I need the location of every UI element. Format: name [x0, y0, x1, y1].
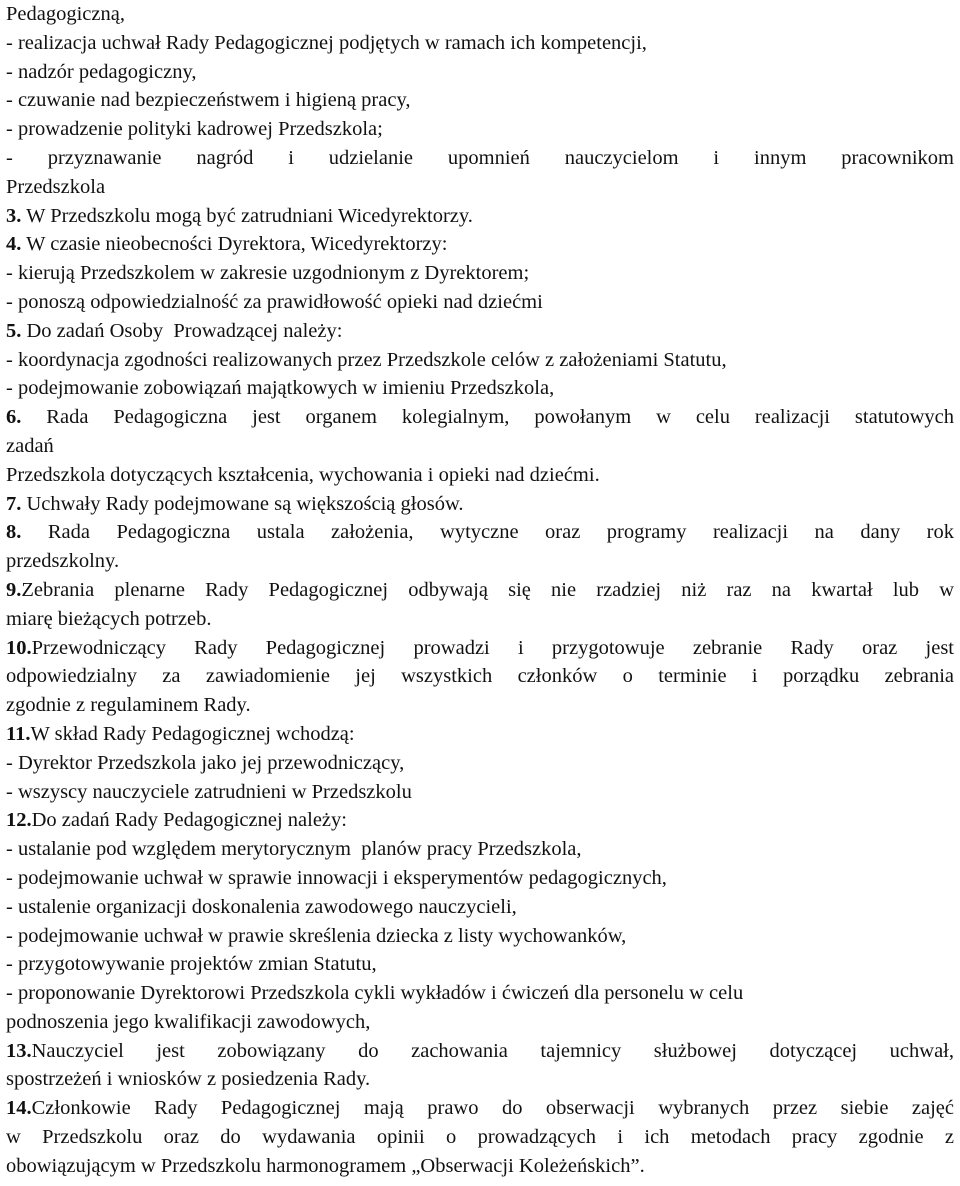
paragraph-number: 3.	[6, 204, 22, 227]
numbered-paragraph-line: 14.Członkowie Rady Pedagogicznej mają prawo do obserwacji wybranych przez siebie zajęć	[6, 1097, 954, 1120]
line-text: - podejmowanie uchwał w sprawie innowacji i eksperymentów pedagogicznych,	[6, 866, 667, 889]
numbered-paragraph-line	[6, 806, 954, 835]
line-text: Pedagogiczną,	[6, 3, 125, 25]
line-text: - Dyrektor Przedszkola jako jej przewodniczący,	[6, 751, 405, 774]
document-text-line	[6, 1008, 954, 1037]
numbered-paragraph-line	[6, 490, 954, 519]
line-text: obowiązującym w Przedszkolu harmonogramem „Obserwacji Koleżeńskich”.	[6, 1154, 645, 1177]
numbered-paragraph-line	[6, 317, 954, 346]
paragraph-number: 9.	[6, 578, 22, 601]
document-text-line: - przyznawanie nagród i udzielanie upomnień nauczycielom i innym pracownikom	[6, 146, 954, 169]
document-text-line	[6, 346, 954, 375]
numbered-paragraph-line	[6, 202, 954, 231]
document-text-line	[6, 115, 954, 144]
line-text: - proponowanie Dyrektorowi Przedszkola cykli wykładów i ćwiczeń dla personelu w celu	[6, 982, 744, 1005]
line-text: zadań	[6, 434, 54, 457]
document-text-line	[6, 979, 954, 1008]
paragraph-number: 7.	[6, 492, 22, 515]
line-text: Przedszkola	[6, 175, 106, 198]
paragraph-number: 13.	[6, 1039, 32, 1062]
line-text: - nadzór pedagogiczny,	[6, 60, 197, 83]
document-text-line	[6, 691, 954, 720]
document-text-line	[6, 173, 954, 202]
line-text: - ponoszą odpowiedzialność za prawidłowość opieki nad dziećmi	[6, 290, 543, 313]
line-text: W czasie nieobecności Dyrektora, Wicedyrektorzy:	[21, 233, 448, 256]
line-text: miarę bieżących potrzeb.	[6, 607, 212, 630]
document-text-line	[6, 605, 954, 634]
numbered-paragraph-line: 9.Zebrania plenarne Rady Pedagogicznej odbywają się nie rzadziej niż raz na kwartał lub w	[6, 578, 954, 601]
document-text-line	[6, 778, 954, 807]
line-text: Uchwały Rady podejmowane są większością głosów.	[21, 492, 464, 515]
line-text: - koordynacja zgodności realizowanych przez Przedszkole celów z założeniami Statutu,	[6, 348, 727, 371]
numbered-paragraph-line	[6, 230, 954, 259]
document-text-line	[6, 29, 954, 58]
line-text: - prowadzenie polityki kadrowej Przedszkola;	[6, 118, 383, 141]
document-text-line	[6, 461, 954, 490]
line-text: - ustalenie organizacji doskonalenia zawodowego nauczycieli,	[6, 895, 517, 918]
paragraph-number: 11.	[6, 722, 31, 745]
document-text-line	[6, 58, 954, 87]
document-text-line: w Przedszkolu oraz do wydawania opinii o prowadzących i ich metodach pracy zgodnie z	[6, 1126, 954, 1149]
paragraph-number: 8.	[6, 521, 22, 544]
document-text-line	[6, 749, 954, 778]
paragraph-number: 6.	[6, 406, 22, 429]
numbered-paragraph-line: 8. Rada Pedagogiczna ustala założenia, wytyczne oraz programy realizacji na dany rok	[6, 521, 954, 544]
paragraph-number: 4.	[6, 233, 22, 256]
document-text-line	[6, 864, 954, 893]
line-text: - przygotowywanie projektów zmian Statutu,	[6, 953, 377, 976]
document-text-line	[6, 288, 954, 317]
document-text-line	[6, 0, 954, 29]
document-text-line	[6, 547, 954, 576]
paragraph-number: 5.	[6, 319, 22, 342]
document-text-line	[6, 432, 954, 461]
line-text: zgodnie z regulaminem Rady.	[6, 694, 251, 717]
line-text: podnoszenia jego kwalifikacji zawodowych,	[6, 1010, 371, 1033]
paragraph-number: 14.	[6, 1097, 32, 1120]
numbered-paragraph-line: 6. Rada Pedagogiczna jest organem kolegialnym, powołanym w celu realizacji statutowych	[6, 406, 954, 429]
document-text-line	[6, 893, 954, 922]
document-text-line	[6, 1065, 954, 1094]
line-text: Do zadań Rady Pedagogicznej należy:	[31, 809, 347, 832]
line-text: W skład Rady Pedagogicznej wchodzą:	[30, 722, 355, 745]
line-text: W Przedszkolu mogą być zatrudniani Wicedyrektorzy.	[21, 204, 473, 227]
numbered-paragraph-line	[6, 720, 954, 749]
line-text: - ustalanie pod względem merytorycznym planów pracy Przedszkola,	[6, 838, 582, 861]
line-text: - wszyscy nauczyciele zatrudnieni w Przedszkolu	[6, 780, 412, 803]
document-text-line	[6, 374, 954, 403]
document-text-line	[6, 922, 954, 951]
line-text: Do zadań Osoby Prowadzącej należy:	[21, 319, 343, 342]
paragraph-number: 10.	[6, 636, 32, 659]
document-text-line	[6, 259, 954, 288]
document-text-line	[6, 1152, 954, 1181]
line-text: Przedszkola dotyczących kształcenia, wychowania i opieki nad dziećmi.	[6, 463, 600, 486]
paragraph-number: 12.	[6, 809, 32, 832]
numbered-paragraph-line: 10.Przewodniczący Rady Pedagogicznej prowadzi i przygotowuje zebranie Rady oraz jest	[6, 636, 954, 659]
document-text-line	[6, 835, 954, 864]
document-text-line: odpowiedzialny za zawiadomienie jej wszystkich członków o terminie i porządku zebrania	[6, 665, 954, 688]
line-text: - kierują Przedszkolem w zakresie uzgodnionym z Dyrektorem;	[6, 262, 530, 285]
line-text: spostrzeżeń i wniosków z posiedzenia Rady.	[6, 1068, 371, 1091]
line-text: - podejmowanie uchwał w prawie skreślenia dziecka z listy wychowanków,	[6, 924, 627, 947]
line-text: - podejmowanie zobowiązań majątkowych w imieniu Przedszkola,	[6, 377, 555, 400]
numbered-paragraph-line: 13.Nauczyciel jest zobowiązany do zachowania tajemnicy służbowej dotyczącej uchwał,	[6, 1039, 954, 1062]
document-text-line	[6, 950, 954, 979]
line-text: - czuwanie nad bezpieczeństwem i higieną pracy,	[6, 89, 411, 112]
document-text-line	[6, 86, 954, 115]
line-text: przedszkolny.	[6, 550, 120, 573]
line-text: - realizacja uchwał Rady Pedagogicznej podjętych w ramach ich kompetencji,	[6, 31, 647, 54]
